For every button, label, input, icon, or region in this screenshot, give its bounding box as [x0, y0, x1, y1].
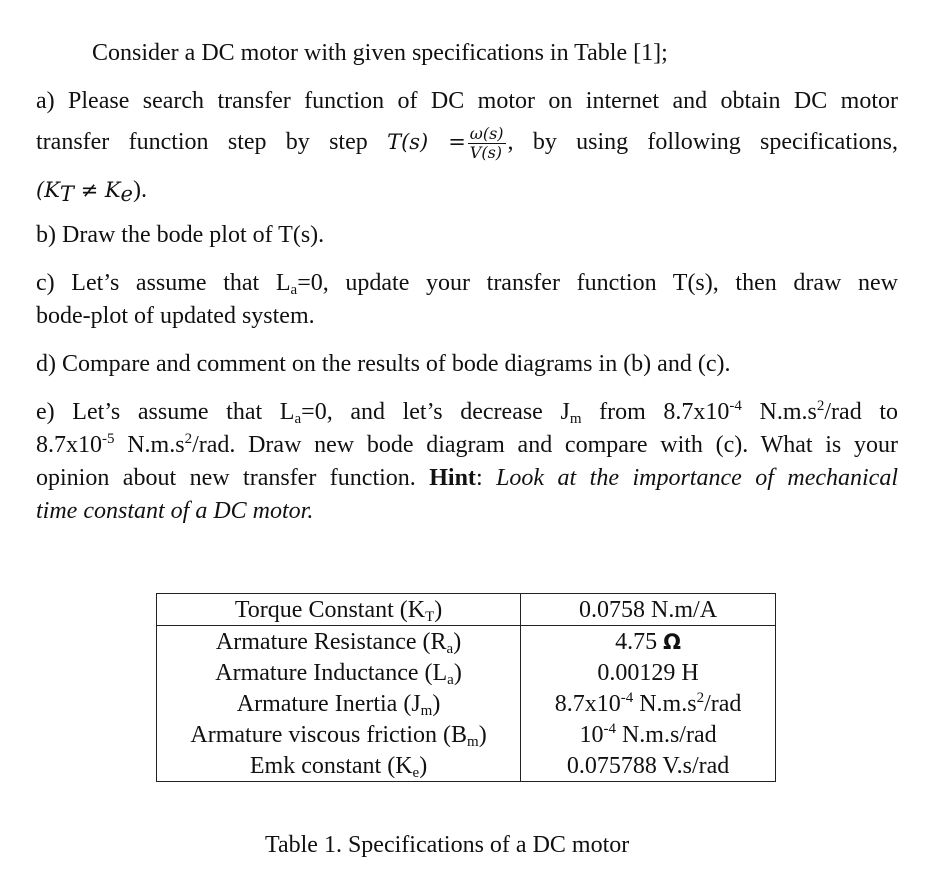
part-a-line2 — [36, 125, 898, 162]
param-sub: m — [420, 702, 433, 719]
transfer-function-fraction — [468, 125, 506, 162]
hint-text: Look at the importance of mechanical — [496, 465, 899, 491]
e1-sup: -4 — [729, 398, 742, 414]
cond-mid: ≠ K — [73, 178, 121, 202]
param-name — [157, 626, 521, 658]
part-e-line3 — [36, 463, 898, 493]
part-a-text: transfer function step by step — [36, 129, 368, 156]
part-e-line2 — [36, 430, 898, 460]
param-name — [157, 719, 521, 750]
value-number: 4.75 — [615, 628, 658, 655]
e1b: =0, and let’s decrease J — [301, 399, 570, 425]
transfer-function-label: T(s) = — [387, 130, 466, 155]
part-c-post: =0, update your transfer function T(s), then draw new — [297, 270, 898, 296]
e1-sup2: 2 — [816, 398, 825, 414]
e1-sub: a — [294, 411, 302, 427]
v-b: N.m.s — [633, 690, 697, 717]
param-sub: a — [447, 671, 454, 688]
table-row — [157, 657, 776, 688]
part-c-sub: a — [290, 282, 298, 298]
param-value: 0.00129 H — [521, 657, 776, 688]
cond-sub2: e — [120, 182, 133, 206]
param-sub: m — [467, 733, 479, 750]
e3-text: opinion about new transfer function. — [36, 465, 416, 491]
param-end: ) — [453, 628, 462, 655]
part-a-condition — [36, 175, 898, 205]
e2-sup2: 2 — [184, 431, 193, 447]
param-end: ) — [432, 690, 441, 717]
table-row — [157, 688, 776, 719]
param-label: Armature Inertia (J — [236, 690, 421, 717]
part-c-pre: c) Let’s assume that L — [36, 270, 291, 296]
ohm-symbol: Ω — [663, 629, 681, 654]
v-sup: -4 — [620, 689, 634, 706]
intro-text: Consider a DC motor with given specifications in Table [1]; — [92, 40, 668, 66]
tf-denominator: V(s) — [469, 143, 503, 162]
param-sub: T — [425, 608, 435, 625]
table-caption: Table 1. Specifications of a DC motor — [265, 832, 630, 858]
v-a: 10 — [579, 721, 604, 748]
part-a-text-end: , by using following specifications, — [507, 129, 898, 156]
v-a: 8.7x10 — [554, 690, 621, 717]
part-d-text: d) Compare and comment on the results of bode diagrams in (b) and (c). — [36, 351, 731, 377]
cond-end: ). — [132, 177, 147, 203]
param-name — [157, 594, 521, 626]
part-b-text: b) Draw the bode plot of T(s). — [36, 222, 325, 248]
param-name — [157, 688, 521, 719]
tf-numerator: ω(s) — [469, 124, 504, 143]
param-end: ) — [419, 752, 428, 779]
param-name — [157, 750, 521, 782]
table-row — [157, 750, 776, 782]
cond-k1: (K — [36, 178, 60, 202]
param-end: ) — [434, 596, 443, 623]
table-row — [157, 719, 776, 750]
param-sub: e — [412, 764, 420, 781]
param-value — [521, 719, 776, 750]
part-e-line4: time constant of a DC motor. — [36, 498, 314, 524]
hint-colon: : — [475, 465, 483, 491]
param-label: Armature Inductance (L — [215, 659, 448, 686]
v-b: N.m.s/rad — [615, 721, 717, 748]
e1-sub2: m — [569, 411, 582, 427]
param-value: 0.0758 N.m/A — [521, 594, 776, 626]
param-label: Emk constant (K — [249, 752, 413, 779]
param-value — [521, 688, 776, 719]
v-sup: -4 — [603, 720, 616, 737]
param-name — [157, 657, 521, 688]
hint-label: Hint — [429, 465, 476, 491]
table-row — [157, 626, 776, 658]
param-end: ) — [453, 659, 462, 686]
e2-sup: -5 — [102, 431, 115, 447]
e2b: N.m.s — [114, 432, 185, 458]
e1d: N.m.s — [741, 399, 817, 425]
e2c: /rad. Draw new bode diagram and compare with (c). What is your — [192, 432, 898, 458]
part-a-line1: a) Please search transfer function of DC motor on internet and obtain DC motor — [36, 88, 898, 114]
param-label: Armature viscous friction (B — [190, 721, 468, 748]
part-c-line1 — [36, 268, 898, 298]
e1e: /rad to — [824, 399, 899, 425]
cond-sub1: T — [59, 182, 74, 206]
param-sub: a — [446, 640, 454, 657]
specifications-table — [156, 593, 776, 782]
param-label: Torque Constant (K — [234, 596, 426, 623]
part-e-line1 — [36, 397, 898, 427]
v-c: /rad — [704, 690, 742, 717]
param-end: ) — [478, 721, 487, 748]
e1c: from 8.7x10 — [581, 399, 730, 425]
param-value: 0.075788 V.s/rad — [521, 750, 776, 782]
e1a: e) Let’s assume that L — [36, 399, 295, 425]
param-value — [521, 626, 776, 658]
param-label: Armature Resistance (R — [215, 628, 447, 655]
e2a: 8.7x10 — [36, 432, 102, 458]
v-sup2: 2 — [696, 689, 705, 706]
part-c-line2: bode-plot of updated system. — [36, 303, 315, 329]
table-row — [157, 594, 776, 626]
